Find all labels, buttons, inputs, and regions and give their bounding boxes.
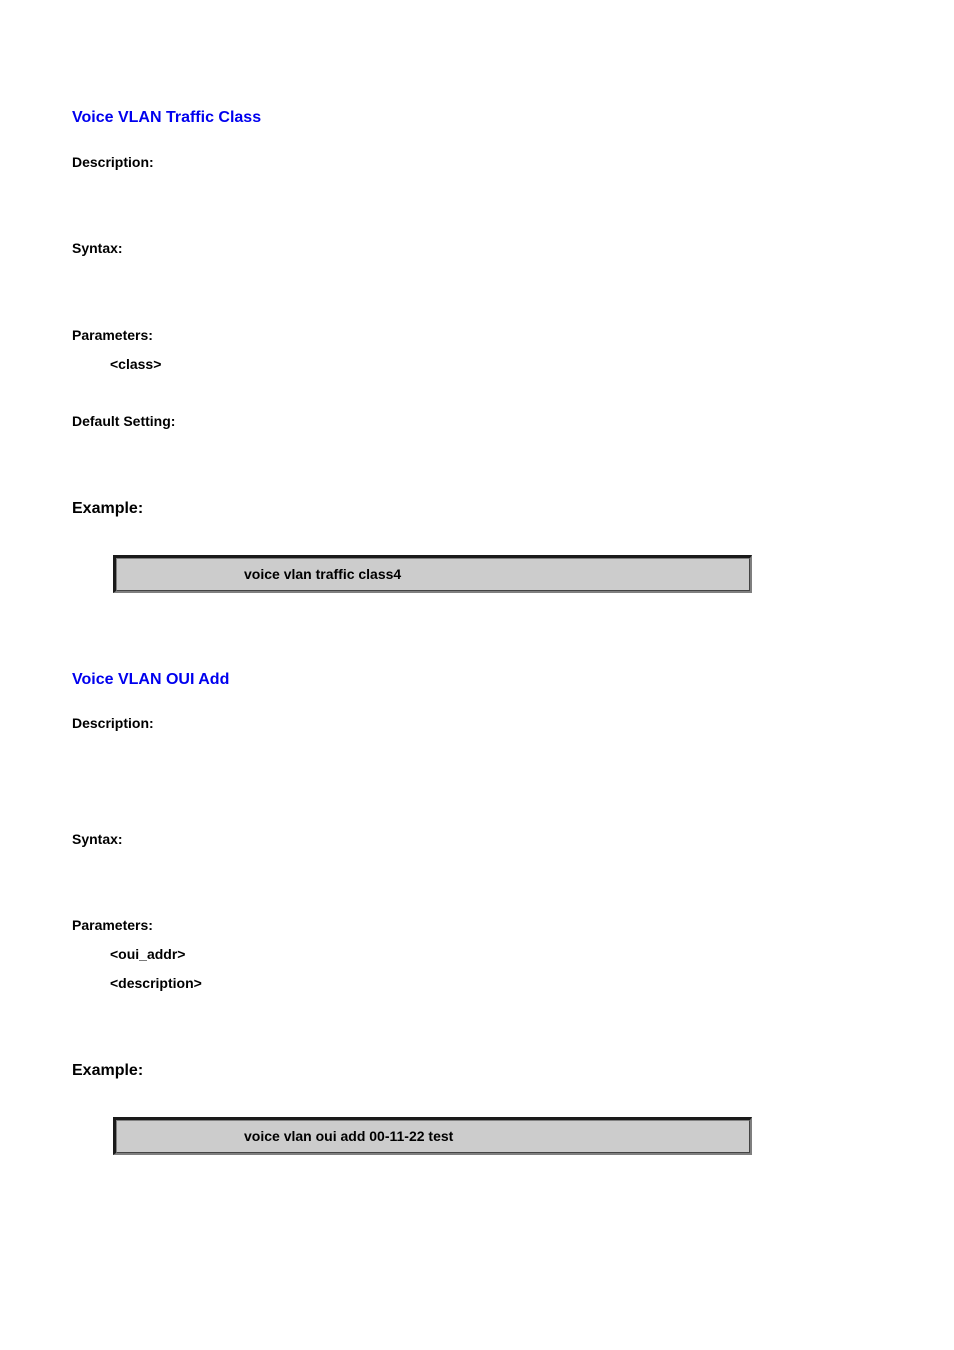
example-label: Example: [72, 500, 144, 517]
description-label: Description: [72, 154, 154, 170]
syntax-label: Syntax: [72, 240, 123, 256]
example-command: voice vlan oui add 00-11-22 test [244, 1128, 454, 1144]
default-setting-label: Default Setting: [72, 413, 176, 429]
parameters-label: Parameters: [72, 917, 153, 933]
parameter-oui-addr: <oui_addr> [110, 946, 186, 962]
section-title-traffic-class: Voice VLAN Traffic Class [72, 109, 262, 126]
parameters-label: Parameters: [72, 327, 153, 343]
description-label: Description: [72, 715, 154, 731]
example-command: voice vlan traffic class4 [244, 566, 402, 582]
section-title-oui-add: Voice VLAN OUI Add [72, 671, 230, 688]
parameter-class: <class> [110, 356, 162, 372]
example-command-box [113, 1117, 752, 1155]
parameter-description: <description> [110, 975, 202, 991]
example-command-box [113, 555, 752, 593]
syntax-label: Syntax: [72, 831, 123, 847]
example-label: Example: [72, 1062, 144, 1079]
